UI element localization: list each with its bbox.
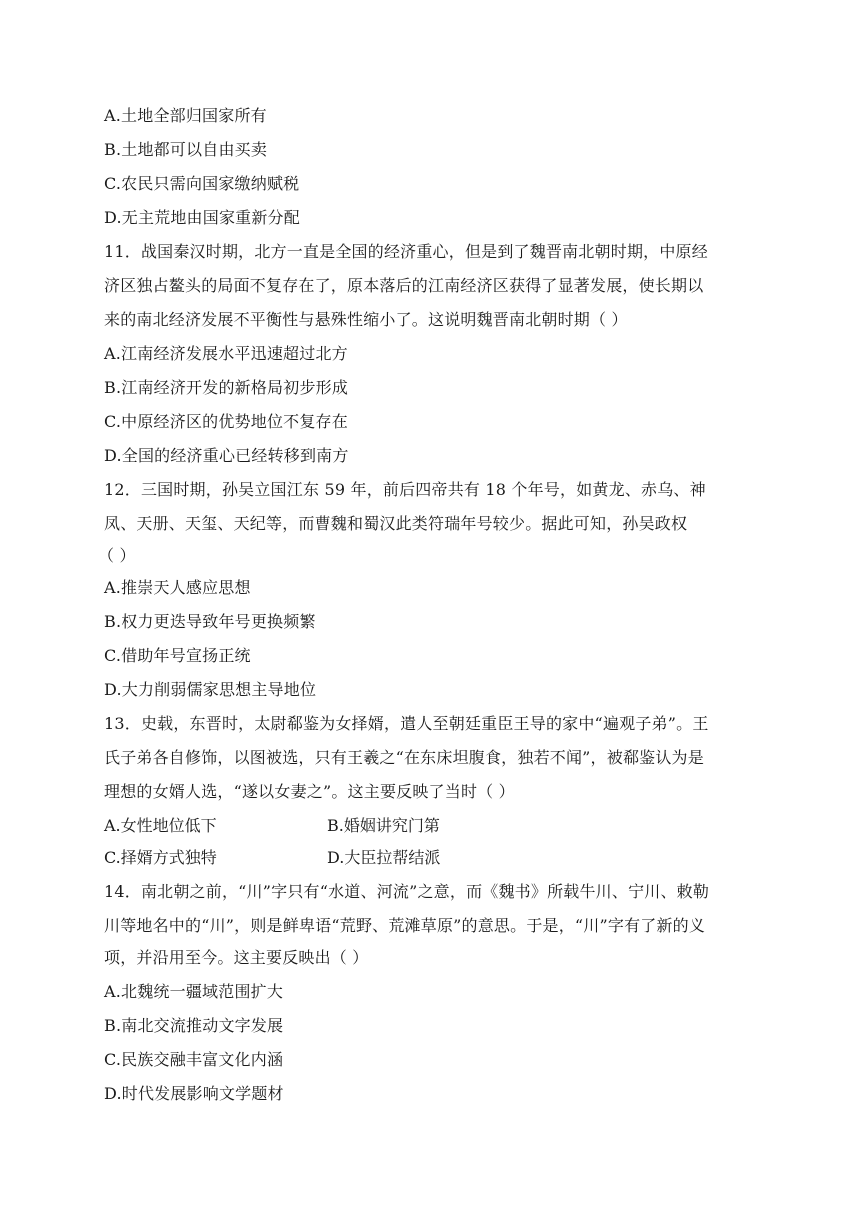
option-b: B.土地都可以自由买卖 — [104, 140, 268, 159]
question-13-options-row-1 — [104, 814, 440, 838]
question-14-option-d: D.时代发展影响文学题材 — [104, 1084, 284, 1103]
question-14-stem-line-1: 14．南北朝之前，“川”字只有“水道、河流”之意，而《魏书》所载牛川、宁川、敕勒 — [104, 882, 710, 901]
question-12-option-a: A.推崇天人感应思想 — [104, 578, 251, 597]
question-12-stem-line-3: （ ） — [98, 546, 136, 565]
option-a: A.土地全部归国家所有 — [104, 106, 267, 125]
question-11-option-c: C.中原经济区的优势地位不复存在 — [104, 412, 348, 431]
question-11-stem-line-3: 来的南北经济发展不平衡性与悬殊性缩小了。这说明魏晋南北朝时期（ ） — [104, 310, 628, 329]
question-12-stem-line-1: 12．三国时期，孙吴立国江东 59 年，前后四帝共有 18 个年号，如黄龙、赤乌、神 — [104, 480, 706, 499]
question-13-options-row-2 — [104, 846, 441, 870]
question-11-stem-line-1: 11．战国秦汉时期，北方一直是全国的经济重心，但是到了魏晋南北朝时期，中原经 — [104, 242, 708, 261]
question-12-option-d: D.大力削弱儒家思想主导地位 — [104, 680, 317, 699]
question-14-stem-line-3: 项，并沿用至今。这主要反映出（ ） — [104, 948, 369, 967]
question-11-option-b: B.江南经济开发的新格局初步形成 — [104, 378, 349, 397]
option-c: C.农民只需向国家缴纳赋税 — [104, 174, 300, 193]
question-13-option-c: C.择婿方式独特 — [104, 848, 217, 867]
question-13-option-b: B.婚姻讲究门第 — [327, 816, 440, 835]
question-13-stem-line-3: 理想的女婿人选，“遂以女妻之”。这主要反映了当时（ ） — [104, 782, 515, 801]
question-11-option-a: A.江南经济发展水平迅速超过北方 — [104, 344, 348, 363]
question-13-option-d: D.大臣拉帮结派 — [327, 848, 441, 867]
question-12-stem-line-2: 凤、天册、天玺、天纪等，而曹魏和蜀汉此类符瑞年号较少。据此可知，孙吴政权 — [104, 514, 688, 533]
question-13-stem-line-2: 氏子弟各自修饰，以图被选，只有王羲之“在东床坦腹食，独若不闻”，被郗鉴认为是 — [104, 748, 704, 767]
question-14-stem-line-2: 川等地名中的“川”，则是鲜卑语“荒野、荒滩草原”的意思。于是，“川”字有了新的义 — [104, 916, 706, 935]
question-14-option-a: A.北魏统一疆域范围扩大 — [104, 982, 284, 1001]
question-13-option-a: A.女性地位低下 — [104, 816, 217, 835]
question-14-option-c: C.民族交融丰富文化内涵 — [104, 1050, 284, 1069]
question-14-option-b: B.南北交流推动文字发展 — [104, 1016, 284, 1035]
question-11-option-d: D.全国的经济重心已经转移到南方 — [104, 446, 349, 465]
question-13-stem-line-1: 13．史载，东晋时，太尉郗鉴为女择婿，遣人至朝廷重臣王导的家中“遍观子弟”。王 — [104, 714, 709, 733]
question-11-stem-line-2: 济区独占鳌头的局面不复存在了，原本落后的江南经济区获得了显著发展，使长期以 — [104, 276, 704, 295]
question-12-option-b: B.权力更迭导致年号更换频繁 — [104, 612, 316, 631]
option-d: D.无主荒地由国家重新分配 — [104, 208, 300, 227]
question-12-option-c: C.借助年号宣扬正统 — [104, 646, 251, 665]
